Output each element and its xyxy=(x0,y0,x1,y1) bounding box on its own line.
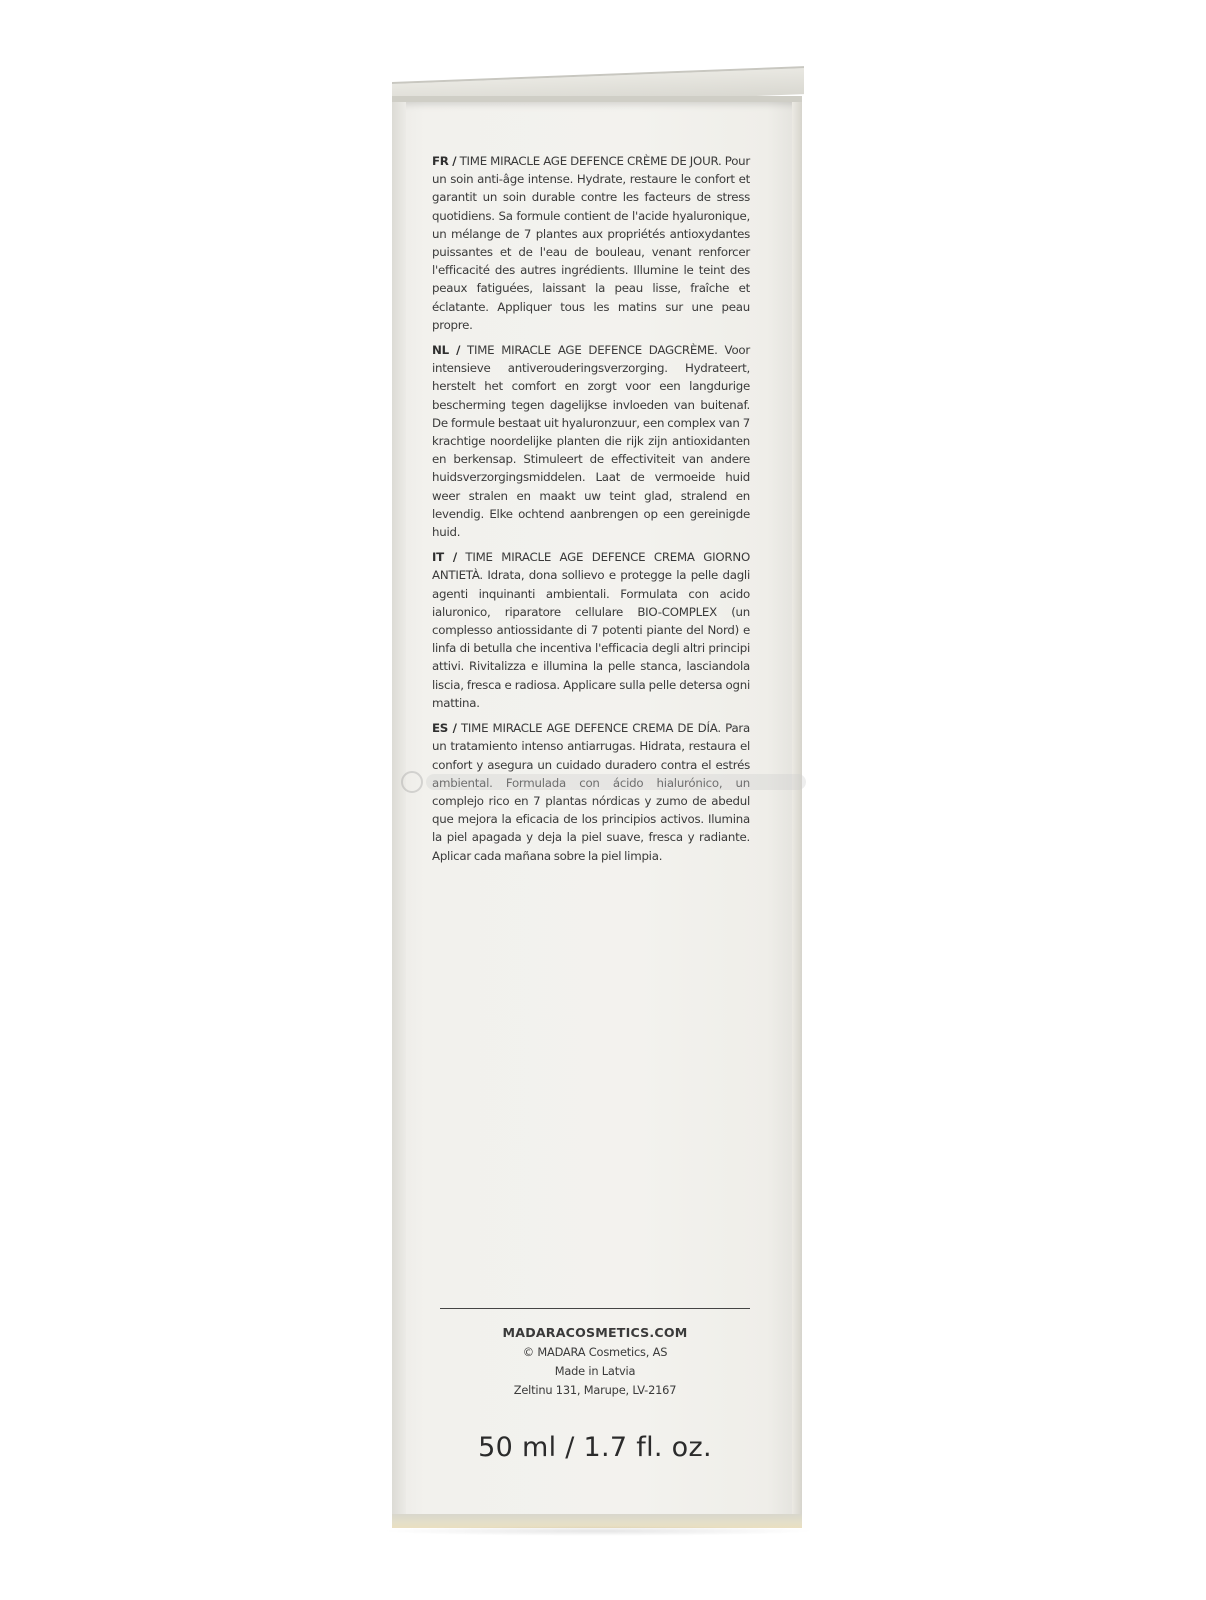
paragraph-es-text: TIME MIRACLE AGE DEFENCE CREMA DE DÍA. Para un tratamiento intenso antiarrugas. Hidrata, restaura el confort y asegura un cuidado duradero contra el estrés ambiental. Formulada con ácido hialurónico, un complejo rico en 7 plantas nórdicas y zumo de abedul que mejora la eficacia de los principios activos. Ilumina la piel apagada y deja la piel suave, fresca y radiante. Aplicar cada mañana sobre la piel limpia. xyxy=(432,721,750,863)
paragraph-it xyxy=(432,548,750,712)
lang-code-nl: NL / xyxy=(432,343,461,358)
paragraph-it-text: TIME MIRACLE AGE DEFENCE CREMA GIORNO ANTIETÀ. Idrata, dona sollievo e protegge la pelle dagli agenti inquinanti ambientali. Formulata con acido ialuronico, riparatore cellulare BIO-COMPLEX (un complesso antiossidante di 7 potenti piante del Nord) e linfa di betulla che incentiva l'efficacia degli altri principi attivi. Rivitalizza e illumina la pelle stanca, lasciandola liscia, fresca e radiosa. Applicare sulla pelle detersa ogni mattina. xyxy=(432,550,750,710)
copyright-text: © MADARA Cosmetics, AS xyxy=(522,1345,668,1359)
paragraph-nl-text: TIME MIRACLE AGE DEFENCE DAGCRÈME. Voor intensieve antiverouderingsverzorging. Hydrateert, herstelt het comfort en zorgt voor een langdurige bescherming tegen dagelijkse invloeden van buitenaf. De formule bestaat uit hyaluronzuur, een complex van 7 krachtige noordelijke planten die rijk zijn antioxidanten en berkensap. Stimuleert de effectiviteit van andere huidsverzorgingsmiddelen. Laat de vermoeide huid weer stralen en maakt uw teint glad, stralend en levendig. Elke ochtend aanbrengen op een gereinigde huid. xyxy=(432,343,750,540)
lang-code-fr: FR / xyxy=(432,154,457,168)
footer xyxy=(440,1323,750,1400)
footer-divider xyxy=(440,1308,750,1309)
paragraph-fr-text: TIME MIRACLE AGE DEFENCE CRÈME DE JOUR. Pour un soin anti-âge intense. Hydrate, restaure le confort et garantit un soin durable contre les facteurs de stress quotidiens. Sa formule contient de l'acide hyaluronique, un mélange de 7 plantes aux propriétés antioxydantes puissantes et de l'eau de bouleau, venant renforcer l'efficacité des autres ingrédients. Illumine le teint des peaux fatiguées, laissant la peau lisse, fraîche et éclatante. Appliquer tous les matins sur une peau propre. xyxy=(432,154,750,332)
paragraph-nl xyxy=(432,341,750,541)
lang-code-it: IT / xyxy=(432,550,457,565)
origin-text: Made in Latvia xyxy=(554,1364,636,1378)
lang-code-es: ES / xyxy=(432,721,457,736)
box-right-edge xyxy=(792,102,802,1520)
box-shadow xyxy=(380,1526,816,1536)
address-text: Zeltinu 131, Marupe, LV-2167 xyxy=(513,1383,677,1397)
description-column xyxy=(432,152,750,872)
box-left-edge xyxy=(392,102,406,1520)
paragraph-es xyxy=(432,719,750,865)
website-link[interactable]: MADARACOSMETICS.COM xyxy=(502,1325,688,1340)
volume-label: 50 ml / 1.7 fl. oz. xyxy=(478,1432,712,1463)
paragraph-fr xyxy=(432,152,750,334)
